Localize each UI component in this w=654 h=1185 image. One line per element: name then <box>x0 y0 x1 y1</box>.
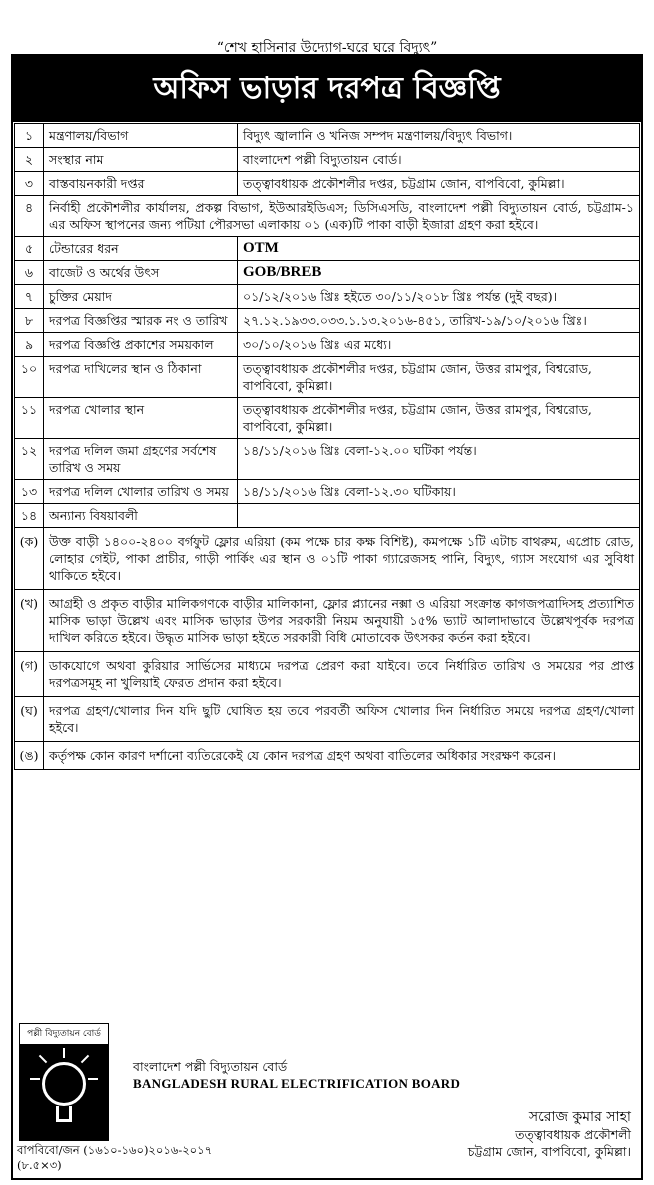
row-value: বাংলাদেশ পল্লী বিদ্যুতায়ন বোর্ড। <box>238 148 640 172</box>
signer-title: তত্ত্বাবধায়ক প্রকৌশলী <box>515 1127 631 1142</box>
table-row <box>15 504 640 528</box>
logo-caption: পল্লী বিদ্যুতায়ন বোর্ড <box>20 1024 108 1045</box>
row-label: দরপত্র বিজ্ঞপ্তি প্রকাশের সময়কাল <box>44 333 238 357</box>
table-row <box>15 237 640 261</box>
org-name-bengali: বাংলাদেশ পল্লী বিদ্যুতায়ন বোর্ড <box>133 1059 288 1074</box>
clause-row <box>15 652 640 697</box>
row-label: দরপত্র বিজ্ঞপ্তির স্মারক নং ও তারিখ <box>44 309 238 333</box>
row-number: ৬ <box>15 261 44 285</box>
table-row <box>15 333 640 357</box>
row-value: ১৪/১১/২০১৬ খ্রিঃ বেলা-১২.০০ ঘটিকা পর্যন্ত। <box>238 439 640 480</box>
row-value: ১৪/১১/২০১৬ খ্রিঃ বেলা-১২.৩০ ঘটিকায়। <box>238 480 640 504</box>
signature-block <box>468 1109 631 1160</box>
clause-text: আগ্রহী ও প্রকৃত বাড়ীর মালিকগণকে বাড়ীর মালিকানা, ফ্লোর প্ল্যানের নক্সা ও এরিয়া সংক্রান্ত কাগজপত্রাদিসহ প্রত্যাশিত মাসিক ভাড়া উল্লেখ এবং মাসিক ভাড়ার উপর সরকারী নিয়ম অনুযায়ী ১৫% ভ্যাট আলাদাভাবে উল্লেখপূর্বক দরপত্র দাখিল করিতে হইবে। উদ্ধৃত মাসিক ভাড়া হইতে সরকারী বিধি মোতাবেক উৎসকর কর্তন করা হইবে। <box>44 590 640 652</box>
row-label: চুক্তির মেয়াদ <box>44 285 238 309</box>
row-label: অন্যান্য বিষয়াবলী <box>44 504 238 528</box>
row-number: ১১ <box>15 398 44 439</box>
notice-table <box>14 123 640 770</box>
row-value: ০১/১২/২০১৬ খ্রিঃ হইতে ৩০/১১/২০১৮ খ্রিঃ পর্যন্ত (দুই বছর)। <box>238 285 640 309</box>
row-value <box>238 504 640 528</box>
clause-text: ডাকযোগে অথবা কুরিয়ার সার্ভিসের মাধ্যমে দরপত্র প্রেরণ করা যাইবে। তবে নির্ধারিত তারিখ ও সময়ের পর প্রাপ্ত দরপত্রসমূহ না খুলিয়াই ফেরত প্রদান করা হইবে। <box>44 652 640 697</box>
row-number: ৮ <box>15 309 44 333</box>
signer-office: চট্টগ্রাম জোন, বাপবিবো, কুমিল্লা। <box>467 1144 631 1159</box>
notice-frame <box>11 54 643 1180</box>
row-number: ১০ <box>15 357 44 398</box>
row-value: তত্ত্বাবধায়ক প্রকৌশলীর দপ্তর, চট্টগ্রাম জোন, উত্তর রামপুর, বিশ্বরোড, বাপবিবো, কুমিল্লা। <box>238 398 640 439</box>
row-number: ১ <box>15 124 44 148</box>
ray-icon <box>81 1055 89 1063</box>
ref-line: বাপবিবো/জন (১৬১০-১৬০)২০১৬-২০১৭ <box>17 1143 213 1157</box>
row-label: মন্ত্রণালয়/বিভাগ <box>44 124 238 148</box>
clause-text: দরপত্র গ্রহণ/খোলার দিন যদি ছুটি ঘোষিত হয় তবে পরবর্তী অফিস খোলার দিন নির্ধারিত সময়ে দরপত্র গ্রহণ/খোলা হইবে। <box>44 697 640 742</box>
table-row <box>15 398 640 439</box>
row-label: দরপত্র খোলার স্থান <box>44 398 238 439</box>
table-row <box>15 357 640 398</box>
row-label: বাস্তবায়নকারী দপ্তর <box>44 172 238 196</box>
row-value: তত্ত্বাবধায়ক প্রকৌশলীর দপ্তর, চট্টগ্রাম জোন, উত্তর রামপুর, বিশ্বরোড, বাপবিবো, কুমিল্লা। <box>238 357 640 398</box>
row-number: ১৪ <box>15 504 44 528</box>
table-row <box>15 480 640 504</box>
footer <box>11 1015 643 1180</box>
notice-title: অফিস ভাড়ার দরপত্র বিজ্ঞপ্তি <box>13 56 641 122</box>
row-label: দরপত্র দাখিলের স্থান ও ঠিকানা <box>44 357 238 398</box>
row-value: GOB/BREB <box>238 261 640 285</box>
org-name-english: BANGLADESH RURAL ELECTRIFICATION BOARD <box>133 1076 461 1091</box>
bulb-base-icon <box>56 1106 72 1122</box>
row-value: তত্ত্বাবধায়ক প্রকৌশলীর দপ্তর, চট্টগ্রাম জোন, বাপবিবো, কুমিল্লা। <box>238 172 640 196</box>
table-row <box>15 285 640 309</box>
ray-icon <box>88 1078 98 1080</box>
clause-row <box>15 697 640 742</box>
ray-icon <box>39 1055 47 1063</box>
table-row <box>15 124 640 148</box>
row-number: ৯ <box>15 333 44 357</box>
row-label: দরপত্র দলিল জমা গ্রহণের সর্বশেষ তারিখ ও সময় <box>44 439 238 480</box>
bulb-icon <box>42 1062 86 1106</box>
table-row <box>15 261 640 285</box>
clause-text: কর্তৃপক্ষ কোন কারণ দর্শানো ব্যতিরেকেই যে কোন দরপত্র গ্রহণ অথবা বাতিলের অধিকার সংরক্ষণ করেন। <box>44 742 640 770</box>
row-full-text: নির্বাহী প্রকৌশলীর কার্যালয়, প্রকল্প বিভাগ, ইউআরইডিএস; ডিসিএসডি, বাংলাদেশ পল্লী বিদ্যুতায়ন বোর্ড, চট্টগ্রাম-১ এর অফিস স্থাপনের জন্য পটিয়া পৌরসভা এলাকায় ০১ (এক)টি পাকা বাড়ী ইজারা গ্রহণ করা হইবে। <box>44 196 640 237</box>
row-value: OTM <box>238 237 640 261</box>
row-value: ২৭.১২.১৯৩৩.০৩৩.১.১৩.২০১৬-৪৫১, তারিখ-১৯/১০/২০১৬ খ্রিঃ। <box>238 309 640 333</box>
row-value: ৩০/১০/২০১৬ খ্রিঃ এর মধ্যে। <box>238 333 640 357</box>
clause-number: (গ) <box>15 652 44 697</box>
clause-row <box>15 742 640 770</box>
row-value: বিদ্যুৎ জ্বালানি ও খনিজ সম্পদ মন্ত্রণালয়/বিদ্যুৎ বিভাগ। <box>238 124 640 148</box>
table-row <box>15 196 640 237</box>
ray-icon <box>30 1078 40 1080</box>
row-number: ৭ <box>15 285 44 309</box>
row-label: দরপত্র দলিল খোলার তারিখ ও সময় <box>44 480 238 504</box>
table-row <box>15 148 640 172</box>
table-row <box>15 439 640 480</box>
slogan: “শেখ হাসিনার উদ্যোগ-ঘরে ঘরে বিদ্যুৎ” <box>216 40 438 56</box>
ref-size: (৮.৫×৩) <box>17 1158 62 1172</box>
row-number: ১২ <box>15 439 44 480</box>
breb-logo <box>19 1023 109 1141</box>
row-label: সংস্থার নাম <box>44 148 238 172</box>
row-number: ১৩ <box>15 480 44 504</box>
reference-number <box>17 1143 212 1173</box>
row-number: ৩ <box>15 172 44 196</box>
row-number: ২ <box>15 148 44 172</box>
row-label: বাজেট ও অর্থের উৎস <box>44 261 238 285</box>
row-number: ৫ <box>15 237 44 261</box>
clause-row <box>15 590 640 652</box>
table-row <box>15 309 640 333</box>
table-row <box>15 172 640 196</box>
clause-number: (খ) <box>15 590 44 652</box>
clause-number: (ক) <box>15 528 44 590</box>
signer-name: সরোজ কুমার সাহা <box>528 1109 631 1125</box>
ray-icon <box>63 1048 65 1058</box>
row-label: টেন্ডারের ধরন <box>44 237 238 261</box>
clause-text: উক্ত বাড়ী ১৪০০-২৪০০ বর্গফুট ফ্লোর এরিয়া (কম পক্ষে চার কক্ষ বিশিষ্ট), কমপক্ষে ১টি এটাচ বাথরুম, এপ্রোচ রোড, লোহার গেইট, পাকা প্রাচীর, গাড়ী পার্কিং এর স্থান ও ০১টি পাকা গ্যারেজসহ পানি, বিদ্যুৎ, গ্যাস সংযোগ এর সুবিধা থাকিতে হইবে। <box>44 528 640 590</box>
row-number: ৪ <box>15 196 44 237</box>
clause-row <box>15 528 640 590</box>
clause-number: (ঘ) <box>15 697 44 742</box>
clause-number: (ঙ) <box>15 742 44 770</box>
